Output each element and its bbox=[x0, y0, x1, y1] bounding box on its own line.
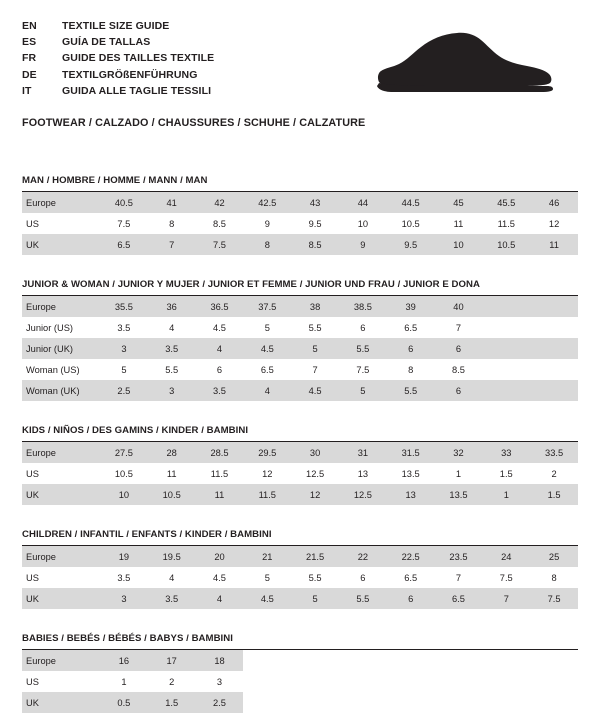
size-cell bbox=[530, 296, 578, 317]
row-label: UK bbox=[22, 234, 100, 255]
size-cell: 12 bbox=[291, 484, 339, 505]
size-cell: 20 bbox=[196, 546, 244, 567]
language-title: TEXTILGRÖßENFÜHRUNG bbox=[62, 68, 198, 81]
language-title: GUIDA ALLE TAGLIE TESSILI bbox=[62, 84, 212, 97]
size-cell: 11 bbox=[453, 218, 464, 229]
size-table bbox=[22, 192, 578, 255]
size-cell: 44 bbox=[339, 192, 387, 213]
size-cell bbox=[387, 650, 435, 671]
size-cell: 7 bbox=[455, 322, 462, 333]
section-title: JUNIOR & WOMAN / JUNIOR Y MUJER / JUNIOR ET FEMME / JUNIOR UND FRAU / JUNIOR E DONA bbox=[22, 279, 578, 296]
size-cell bbox=[482, 671, 530, 692]
size-section bbox=[22, 279, 578, 401]
size-cell: 22.5 bbox=[387, 546, 435, 567]
row-label: US bbox=[26, 572, 39, 583]
table-row bbox=[22, 234, 578, 255]
size-cell: 1.5 bbox=[530, 484, 578, 505]
size-cell bbox=[339, 692, 387, 713]
size-cell bbox=[339, 650, 387, 671]
size-cell: 4.5 bbox=[213, 322, 226, 333]
size-cell: 9.5 bbox=[387, 234, 435, 255]
size-cell: 28.5 bbox=[196, 442, 244, 463]
row-label: UK bbox=[22, 692, 100, 713]
size-cell: 6.5 bbox=[100, 234, 148, 255]
size-cell: 11.5 bbox=[243, 484, 291, 505]
table-row bbox=[22, 317, 578, 338]
size-cell: 6.5 bbox=[260, 364, 274, 375]
size-cell: 37.5 bbox=[243, 296, 291, 317]
row-label: US bbox=[26, 218, 39, 229]
size-cell: 11.5 bbox=[497, 218, 515, 229]
size-cell: 3.5 bbox=[196, 380, 244, 401]
size-table bbox=[22, 442, 578, 505]
size-cell: 12 bbox=[548, 218, 560, 229]
size-cell: 11.5 bbox=[210, 468, 229, 479]
size-cell: 7 bbox=[455, 572, 462, 583]
size-cell: 33.5 bbox=[530, 442, 578, 463]
size-cell: 10 bbox=[100, 484, 148, 505]
size-cell: 46 bbox=[530, 192, 578, 213]
table-row bbox=[22, 484, 578, 505]
size-cell: 11 bbox=[196, 484, 244, 505]
size-cell bbox=[387, 671, 435, 692]
size-cell bbox=[530, 650, 578, 671]
size-section bbox=[22, 529, 578, 609]
size-cell: 4 bbox=[196, 338, 244, 359]
size-cell: 8 bbox=[408, 364, 414, 375]
table-row bbox=[22, 213, 578, 234]
table-row bbox=[22, 567, 578, 588]
size-cell bbox=[482, 296, 530, 317]
table-row bbox=[22, 296, 578, 317]
size-cell: 8 bbox=[551, 572, 557, 583]
table-row bbox=[22, 588, 578, 609]
size-cell: 5.5 bbox=[308, 322, 322, 333]
size-cell: 23.5 bbox=[435, 546, 483, 567]
size-cell: 5.5 bbox=[339, 338, 387, 359]
size-cell: 7.5 bbox=[196, 234, 244, 255]
language-title: GUÍA DE TALLAS bbox=[62, 36, 151, 49]
size-cell: 6 bbox=[387, 338, 435, 359]
table-row bbox=[22, 380, 578, 401]
size-cell: 11 bbox=[166, 468, 177, 479]
table-row bbox=[22, 192, 578, 213]
size-cell: 2.5 bbox=[196, 692, 244, 713]
size-cell: 3.5 bbox=[117, 572, 131, 583]
language-code: EN bbox=[22, 20, 37, 32]
size-cell: 5.5 bbox=[339, 588, 387, 609]
size-cell: 21 bbox=[243, 546, 291, 567]
size-cell: 4 bbox=[169, 572, 175, 583]
size-cell: 10.5 bbox=[114, 468, 133, 479]
row-label: Europe bbox=[22, 650, 100, 671]
language-row bbox=[22, 34, 214, 50]
table-row bbox=[22, 650, 578, 671]
size-section bbox=[22, 175, 578, 255]
size-cell bbox=[387, 692, 435, 713]
size-cell: 13.5 bbox=[435, 484, 483, 505]
language-row bbox=[22, 83, 214, 99]
size-cell: 11 bbox=[530, 234, 578, 255]
size-cell: 42.5 bbox=[243, 192, 291, 213]
size-cell: 4 bbox=[169, 322, 175, 333]
size-cell: 4 bbox=[243, 380, 291, 401]
size-cell: 2.5 bbox=[100, 380, 148, 401]
size-cell: 8 bbox=[243, 234, 291, 255]
size-cell: 22 bbox=[339, 546, 387, 567]
size-cell bbox=[243, 692, 291, 713]
size-cell bbox=[530, 692, 578, 713]
size-cell: 10 bbox=[357, 218, 369, 229]
size-cell: 5 bbox=[121, 364, 127, 375]
size-cell bbox=[530, 359, 578, 380]
row-label: UK bbox=[22, 588, 100, 609]
size-cell: 6 bbox=[387, 588, 435, 609]
language-code: DE bbox=[22, 68, 37, 81]
size-cell: 35.5 bbox=[100, 296, 148, 317]
size-table bbox=[22, 650, 578, 713]
language-code: IT bbox=[22, 84, 32, 97]
size-cell: 40.5 bbox=[100, 192, 148, 213]
size-sections bbox=[22, 175, 578, 713]
size-cell: 3.5 bbox=[117, 322, 131, 333]
size-cell: 5.5 bbox=[308, 572, 322, 583]
size-cell: 6 bbox=[435, 338, 483, 359]
row-label: US bbox=[26, 468, 39, 479]
size-cell: 3 bbox=[148, 380, 196, 401]
size-cell: 8.5 bbox=[452, 364, 465, 375]
row-label: Europe bbox=[22, 192, 100, 213]
size-cell: 3 bbox=[216, 676, 223, 687]
size-cell: 7.5 bbox=[117, 218, 131, 229]
size-cell: 5 bbox=[339, 380, 387, 401]
size-cell: 6.5 bbox=[435, 588, 483, 609]
size-cell bbox=[435, 671, 483, 692]
size-cell: 3.5 bbox=[148, 588, 196, 609]
size-cell: 0.5 bbox=[100, 692, 148, 713]
size-cell bbox=[530, 671, 578, 692]
size-cell: 31 bbox=[339, 442, 387, 463]
row-label: Junior (US) bbox=[26, 322, 74, 333]
size-cell: 3 bbox=[100, 338, 148, 359]
size-cell: 43 bbox=[291, 192, 339, 213]
size-cell: 7.5 bbox=[499, 572, 513, 583]
language-code: ES bbox=[22, 36, 37, 49]
size-cell bbox=[530, 380, 578, 401]
dress-shoe-icon bbox=[371, 26, 556, 96]
size-cell: 8.5 bbox=[291, 234, 339, 255]
size-cell: 2 bbox=[169, 676, 175, 687]
size-cell: 13 bbox=[387, 484, 435, 505]
language-row bbox=[22, 50, 214, 66]
size-cell: 30 bbox=[291, 442, 339, 463]
size-cell: 8 bbox=[169, 218, 175, 229]
size-cell bbox=[482, 338, 530, 359]
size-cell: 19 bbox=[100, 546, 148, 567]
size-cell: 5 bbox=[264, 572, 270, 583]
size-cell: 1.5 bbox=[148, 692, 196, 713]
size-cell bbox=[530, 317, 578, 338]
size-cell: 4.5 bbox=[243, 588, 291, 609]
table-row bbox=[22, 359, 578, 380]
size-cell: 38 bbox=[291, 296, 339, 317]
size-cell bbox=[482, 317, 530, 338]
row-label: US bbox=[26, 676, 39, 687]
size-cell bbox=[435, 650, 483, 671]
size-cell: 5.5 bbox=[165, 364, 179, 375]
size-cell: 12.5 bbox=[339, 484, 387, 505]
size-cell bbox=[291, 650, 339, 671]
size-cell: 7 bbox=[312, 364, 318, 375]
size-cell: 18 bbox=[196, 650, 244, 671]
size-cell: 39 bbox=[387, 296, 435, 317]
size-cell: 10 bbox=[435, 234, 483, 255]
size-cell: 45.5 bbox=[482, 192, 530, 213]
size-cell: 3.5 bbox=[148, 338, 196, 359]
table-row bbox=[22, 546, 578, 567]
size-cell bbox=[243, 671, 291, 692]
size-cell: 25 bbox=[530, 546, 578, 567]
size-cell bbox=[482, 692, 530, 713]
size-cell: 41 bbox=[148, 192, 196, 213]
row-label: Europe bbox=[22, 546, 100, 567]
size-cell: 6 bbox=[360, 572, 366, 583]
size-cell: 2 bbox=[551, 468, 557, 479]
size-cell: 4 bbox=[196, 588, 244, 609]
size-cell: 13 bbox=[357, 468, 369, 479]
size-cell bbox=[482, 650, 530, 671]
size-cell: 9 bbox=[339, 234, 387, 255]
size-cell bbox=[291, 671, 339, 692]
size-cell: 6 bbox=[360, 322, 366, 333]
footwear-heading: FOOTWEAR / CALZADO / CHAUSSURES / SCHUHE / CALZATURE bbox=[22, 117, 366, 130]
size-cell: 6 bbox=[216, 364, 223, 375]
size-table bbox=[22, 296, 578, 401]
size-cell: 6 bbox=[435, 380, 483, 401]
size-cell: 12 bbox=[262, 468, 273, 479]
size-cell: 21.5 bbox=[291, 546, 339, 567]
size-cell: 5 bbox=[264, 322, 270, 333]
size-cell: 7.5 bbox=[530, 588, 578, 609]
row-label: Europe bbox=[22, 442, 100, 463]
size-cell: 27.5 bbox=[100, 442, 148, 463]
size-cell: 10.5 bbox=[401, 218, 420, 229]
size-cell: 6.5 bbox=[404, 572, 418, 583]
row-label: Woman (UK) bbox=[22, 380, 100, 401]
size-cell: 5 bbox=[291, 588, 339, 609]
size-cell: 1 bbox=[121, 676, 127, 687]
size-cell: 44.5 bbox=[387, 192, 435, 213]
size-cell bbox=[482, 359, 530, 380]
size-cell: 7.5 bbox=[356, 364, 370, 375]
size-section bbox=[22, 633, 578, 713]
size-cell: 40 bbox=[435, 296, 483, 317]
table-row bbox=[22, 692, 578, 713]
size-cell: 24 bbox=[482, 546, 530, 567]
size-cell: 29.5 bbox=[243, 442, 291, 463]
size-cell: 7 bbox=[482, 588, 530, 609]
size-cell: 42 bbox=[196, 192, 244, 213]
table-row bbox=[22, 671, 578, 692]
table-row bbox=[22, 463, 578, 484]
language-row bbox=[22, 18, 214, 34]
size-cell: 9 bbox=[264, 218, 270, 229]
section-title: KIDS / NIÑOS / DES GAMINS / KINDER / BAMBINI bbox=[22, 425, 578, 442]
size-cell: 17 bbox=[148, 650, 196, 671]
size-cell: 5 bbox=[291, 338, 339, 359]
size-cell: 31.5 bbox=[387, 442, 435, 463]
size-cell: 16 bbox=[100, 650, 148, 671]
size-cell bbox=[291, 692, 339, 713]
size-cell: 13.5 bbox=[401, 468, 420, 479]
size-cell: 36.5 bbox=[196, 296, 244, 317]
row-label: Woman (US) bbox=[26, 364, 80, 375]
size-cell: 45 bbox=[435, 192, 483, 213]
row-label: UK bbox=[22, 484, 100, 505]
size-cell: 33 bbox=[482, 442, 530, 463]
size-cell bbox=[339, 671, 387, 692]
size-cell: 9.5 bbox=[308, 218, 322, 229]
table-row bbox=[22, 338, 578, 359]
size-cell: 10.5 bbox=[482, 234, 530, 255]
size-cell bbox=[435, 692, 483, 713]
language-title-list bbox=[22, 18, 214, 99]
size-cell: 1 bbox=[455, 468, 462, 479]
size-cell: 32 bbox=[435, 442, 483, 463]
size-cell: 4.5 bbox=[291, 380, 339, 401]
size-cell: 3 bbox=[100, 588, 148, 609]
size-cell bbox=[243, 650, 291, 671]
language-title: TEXTILE SIZE GUIDE bbox=[62, 20, 170, 32]
table-row bbox=[22, 442, 578, 463]
language-title: GUIDE DES TAILLES TEXTILE bbox=[62, 52, 215, 65]
size-cell: 1.5 bbox=[499, 468, 513, 479]
row-label: Junior (UK) bbox=[22, 338, 100, 359]
size-cell: 4.5 bbox=[213, 572, 226, 583]
size-cell: 1 bbox=[482, 484, 530, 505]
size-cell: 19.5 bbox=[148, 546, 196, 567]
size-cell: 36 bbox=[148, 296, 196, 317]
size-cell: 7 bbox=[148, 234, 196, 255]
size-cell bbox=[530, 338, 578, 359]
size-cell: 5.5 bbox=[387, 380, 435, 401]
size-cell: 4.5 bbox=[243, 338, 291, 359]
section-title: MAN / HOMBRE / HOMME / MANN / MAN bbox=[22, 175, 578, 192]
size-cell: 8.5 bbox=[213, 218, 226, 229]
row-label: Europe bbox=[22, 296, 100, 317]
document-header bbox=[22, 18, 578, 99]
size-cell bbox=[482, 380, 530, 401]
size-cell: 38.5 bbox=[339, 296, 387, 317]
size-cell: 28 bbox=[148, 442, 196, 463]
size-section bbox=[22, 425, 578, 505]
size-cell: 6.5 bbox=[404, 322, 418, 333]
size-cell: 10.5 bbox=[148, 484, 196, 505]
section-title: CHILDREN / INFANTIL / ENFANTS / KINDER / BAMBINI bbox=[22, 529, 578, 546]
section-title: BABIES / BEBÉS / BÉBÉS / BABYS / BAMBINI bbox=[22, 633, 578, 650]
size-cell: 12.5 bbox=[306, 468, 325, 479]
language-code: FR bbox=[22, 52, 37, 65]
language-row bbox=[22, 67, 214, 83]
